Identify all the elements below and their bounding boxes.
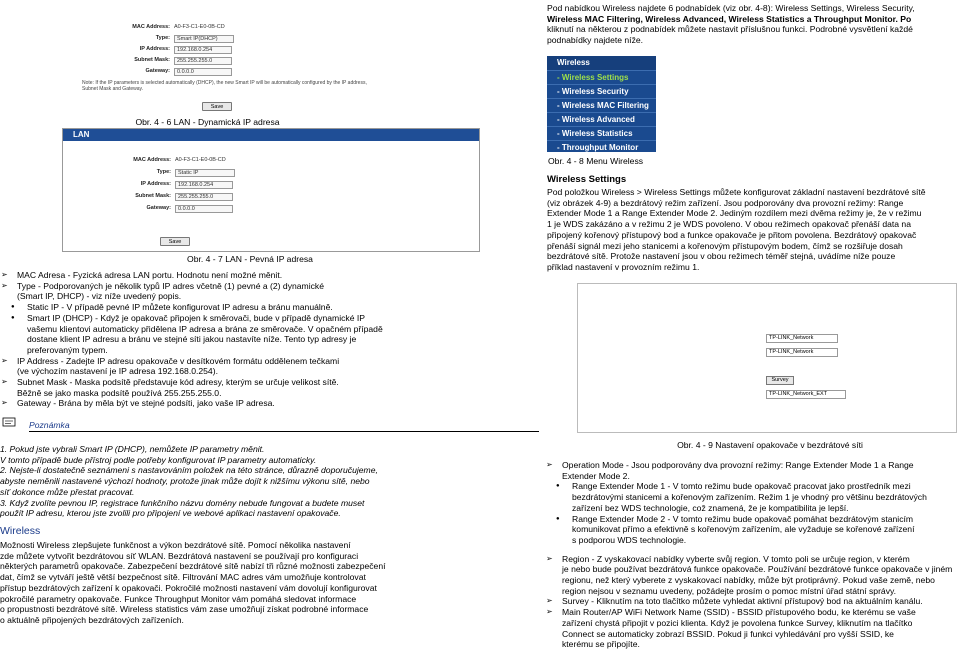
list-item-text: Subnet Mask - Maska podsítě představuje kód adresy, kterým se určuje velikost sítě. <box>17 377 339 388</box>
list-item <box>545 471 957 482</box>
arrow-bullet-icon: ➢ <box>1 355 8 365</box>
figure-repeater-settings <box>577 283 957 433</box>
intro-line: Pod nabídkou Wireless najdete 6 podnabídek (viz obr. 4-8): Wireless Settings, Wireless Security, <box>547 3 915 13</box>
list-item-text: Static IP - V případě pevné IP můžete konfigurovat IP adresu a bránu manuálně. <box>27 302 333 313</box>
text-line: Extender Mode 1 a Range Extender Mode 2. Jediným rozdílem mezi dvěma režimy je, že v režimu <box>547 208 922 219</box>
ext-ssid-field[interactable]: TP-LINK_Network_EXT <box>766 390 846 399</box>
text-line: (viz obrázek 4-9) a bezdrátový režim zařízení. Jsou podporovány dva provozní režimy: Range <box>547 197 904 208</box>
field-label: Subnet Mask: <box>134 57 170 63</box>
menu-item-wireless-advanced[interactable]: - Wireless Advanced <box>547 112 656 126</box>
list-item-text: dostane klient IP adresu a bránu ve stejné síti jakou nastavíte níže. Tento typ adresy je <box>27 334 357 345</box>
list-item <box>545 535 957 546</box>
list-item-text: Běžně se jako maska podsítě používá 255.255.255.0. <box>17 387 222 398</box>
list-item <box>0 345 540 356</box>
arrow-bullet-icon: ➢ <box>1 270 8 279</box>
list-item-text: region nejsou v seznamu uvedeny, požádejte prosím o pomoc místní úřad státní správy. <box>562 585 897 596</box>
list-item-text: zařízení chystá připojit v pozici klienta. Když je povolena funkce Survey, kliknutím na tlačítko <box>562 617 913 628</box>
list-item-text: MAC Adresa - Fyzická adresa LAN portu. Hodnotu není možné měnit. <box>17 270 283 280</box>
field-label: IP Address: <box>140 181 171 187</box>
list-item <box>545 575 957 586</box>
list-item-text: IP Address - Zadejte IP adresu opakovače v desítkovém formátu oddělenem tečkami <box>17 355 340 366</box>
text-line: bezdrátové sítě. Protože nastavení jsou v obou režimech téměř stejná, uvádíme níže pouze <box>547 251 896 262</box>
field-label: Gateway: <box>145 68 170 74</box>
list-item <box>545 546 957 554</box>
list-item <box>0 334 540 345</box>
text-line: připojený kořenový přístupový bod a funkce opakovače je přitom povolena. Bezdrátový opakovač <box>547 229 917 240</box>
text-line: pokročilé parametry opakovače. Funkce Throughput Monitor vám pomáhá sledovat informace <box>0 593 357 604</box>
note-line: 1. Pokud jste vybrali Smart IP (DHCP), nemůžete IP parametry měnit. <box>0 444 265 454</box>
text-line: o aktuálně připojených bezdrátových zařízeních. <box>0 614 184 625</box>
text-line: přístup bezdrátových zařízení k opakovači. Pokročilé možnosti nastavení vám dovolují konfigurovat <box>0 582 377 593</box>
ssid-field[interactable]: TP-LINK_Network <box>766 334 838 343</box>
list-item <box>0 377 540 388</box>
dhcp-note: Note: If the IP parameters is selected automatically (DHCP), the new Smart IP will be automatically configured by the IP address, Subnet Mask and Gateway. <box>82 80 367 92</box>
arrow-bullet-icon: ➢ <box>1 398 8 408</box>
mac-value: A0-F3-C1-E0-0B-CD <box>174 24 225 30</box>
list-item-text: Survey - Kliknutím na toto tlačítko můžete vyhledat aktivní přístupový bod na aktuálním kanálu. <box>562 596 923 607</box>
note-icon <box>2 417 16 427</box>
note-underline <box>29 431 539 432</box>
list-item-text: Range Extender Mode 2 - V tomto režimu bude opakovač pomáhat bezdrátovým stanicím <box>572 513 914 524</box>
right-bullet-list <box>545 460 957 650</box>
list-item-text: (ve výchozím nastavení je IP adresa 192.168.0.254). <box>17 366 218 377</box>
list-item-text: Extender Mode 2. <box>562 470 630 481</box>
field-label: Type: <box>156 169 171 175</box>
type-select[interactable]: Smart IP(DHCP) <box>174 35 234 43</box>
list-item <box>0 356 540 367</box>
note-line: použít IP adresu, kterou jste zvolili pro připojení ve webové aplikaci nastavení opakovače. <box>0 508 341 519</box>
text-line: o propustnosti bezdrátové sítě. Wireless statistics vám zase umožňují získat podrobné informace <box>0 604 369 615</box>
figure-caption: Obr. 4 - 9 Nastavení opakovače v bezdrátové síti <box>677 440 863 450</box>
note-title: Poznámka <box>29 420 70 430</box>
note-line: 2. Nejste-li dostatečně seznámeni s nastavováním položek na této stránce, důrazně doporučujeme, <box>0 465 378 476</box>
list-item <box>0 398 540 409</box>
field-label: MAC Address: <box>132 24 170 30</box>
list-item <box>545 481 957 492</box>
list-item-text: komunikovat přímo a efektivně s kořenovým zařízením, ale vyžaduje se kořenové zařízení <box>572 524 915 535</box>
bssid-field[interactable]: TP-LINK_Network <box>766 348 838 357</box>
dot-bullet-icon: ● <box>556 515 560 522</box>
menu-item-throughput-monitor[interactable]: - Throughput Monitor <box>547 140 656 154</box>
list-item-text: Main Router/AP WiFi Network Name (SSID) - BSSID přístupového bodu, ke kterému se vaše <box>562 607 916 618</box>
survey-button[interactable]: Survey <box>766 376 794 385</box>
dot-bullet-icon: ● <box>11 314 15 321</box>
list-item-text: Connect se automaticky zobrazí BSSID. Pokud ji funkci vyhledávání pro vyšší SSID, ke <box>562 628 894 639</box>
arrow-bullet-icon: ➢ <box>1 377 8 387</box>
note-line: 3. Když zvolíte pevnou IP, registrace funkčního názvu domény nebude fungovat a budete muset <box>0 497 365 508</box>
list-item <box>545 514 957 525</box>
text-line: některých parametrů opakovače. Zabezpečení bezdrátové sítě nabízí tři různé možnosti zabezpečení <box>0 561 386 572</box>
list-item-text: Type - Podporovaných je několik typů IP adres včetně (1) pevné a (2) dynamické <box>17 280 324 291</box>
list-item <box>545 596 957 607</box>
menu-item-wireless-settings[interactable]: - Wireless Settings <box>547 70 656 84</box>
figure-caption: Obr. 4 - 6 LAN - Dynamická IP adresa <box>135 117 280 127</box>
field-label: IP Address: <box>139 46 170 52</box>
section-heading: Wireless Settings <box>547 174 627 185</box>
list-item-text: je nebo bude používat bezdrátová funkce opakovače. Používání bezdrátové funkce opakovače v jiném <box>562 564 953 575</box>
text-line: příklad nastavení v provozním režimu 1. <box>547 261 700 272</box>
list-item-text: Smart IP (DHCP) - Když je opakovač připojen k směrovači, bude v případě dynamické IP <box>27 312 366 323</box>
intro-line: Wireless MAC Filtering, Wireless Advanced, Wireless Statistics a Throughput Monitor. Po <box>547 13 912 24</box>
wireless-settings-paragraph <box>547 187 957 273</box>
text-line: Možnosti Wireless zlepšujete funkčnost a výkon bezdrátové sítě. Pomocí několika nastavení <box>0 540 351 550</box>
list-item <box>545 618 957 629</box>
wireless-paragraph <box>0 540 540 626</box>
list-item-text: preferovaným typem. <box>27 344 108 355</box>
mask-input[interactable]: 255.255.255.0 <box>174 57 232 65</box>
field-label: Subnet Mask: <box>135 193 171 199</box>
lan-header: LAN <box>63 129 479 141</box>
left-bullet-list <box>0 270 540 409</box>
list-item-text: bezdrátovými stanicemi a kořenovým zařízením. Režim 1 je vhodný pro většinu bezdrátových <box>572 492 927 503</box>
list-item <box>0 302 540 313</box>
arrow-bullet-icon: ➢ <box>546 460 553 469</box>
list-item <box>0 270 540 281</box>
list-item-text: Region - Z vyskakovací nabídky vyberte svůj region. V tomto poli se určuje region, v kterém <box>562 553 910 564</box>
intro-line: podnabídky najdete níže. <box>547 35 644 46</box>
save-button[interactable]: Save <box>160 237 190 246</box>
list-item <box>0 324 540 335</box>
list-item-text: (Smart IP, DHCP) - viz níže uvedený popis. <box>17 291 182 302</box>
dot-bullet-icon: ● <box>556 483 560 490</box>
figure-caption: Obr. 4 - 8 Menu Wireless <box>548 156 644 166</box>
list-item <box>545 554 957 565</box>
mask-input[interactable]: 255.255.255.0 <box>175 193 233 201</box>
list-item <box>545 629 957 640</box>
text-line: 1 je WDS zakázáno a v režimu 2 je WDS povoleno. V obou režimech opakovač přenáší data na <box>547 219 911 230</box>
save-button[interactable]: Save <box>202 102 232 111</box>
ip-input[interactable]: 192.168.0.254 <box>175 181 233 189</box>
text-line: Pod položkou Wireless > Wireless Settings můžete konfigurovat základní nastavení bezdrátové sítě <box>547 187 926 197</box>
list-item-text: zařízení bez WDS technologie, což znamená, že je kompatibilita je lepší. <box>572 502 849 513</box>
text-line: dat, čímž se vytváří ještě větší bezpečnost sítě. Filtrování MAC adres vám umožňuje kontrolovat <box>0 572 366 583</box>
list-item <box>545 607 957 618</box>
dot-bullet-icon: ● <box>11 304 15 311</box>
arrow-bullet-icon: ➢ <box>546 553 553 563</box>
figure-caption: Obr. 4 - 7 LAN - Pevná IP adresa <box>187 254 313 264</box>
menu-item-mac-filtering[interactable]: - Wireless MAC Filtering <box>547 98 656 112</box>
list-item-text: Range Extender Mode 1 - V tomto režimu bude opakovač pracovat jako prostředník mezi <box>572 481 911 492</box>
figure-lan-dynamic <box>62 16 382 114</box>
section-heading: Wireless <box>0 525 41 537</box>
gateway-input[interactable]: 0.0.0.0 <box>175 205 233 213</box>
list-item <box>0 281 540 292</box>
intro-paragraph <box>547 3 957 46</box>
mac-value: A0-F3-C1-E0-0B-CD <box>175 157 226 163</box>
list-item-text: kterému se připojíte. <box>562 639 640 650</box>
list-item <box>0 366 540 377</box>
list-item <box>545 564 957 575</box>
text-line: přenáší signál mezi jeho stanicemi a kořenovým přístupovým bodem, čímž se rozšiřuje dosah <box>547 240 903 251</box>
list-item <box>545 524 957 535</box>
list-item <box>0 291 540 302</box>
intro-line: kliknutí na některou z podnabídek můžete nastavit příslušnou funkci. Podrobné vysvětlení každé <box>547 24 913 35</box>
list-item <box>0 388 540 399</box>
note-line: V tomto případě bude přístroj podle potřeby konfigurovat IP parametry automaticky. <box>0 454 317 465</box>
list-item <box>545 460 957 471</box>
menu-item-wireless-statistics[interactable]: - Wireless Statistics <box>547 126 656 140</box>
figure-lan-static <box>62 128 480 252</box>
ip-input[interactable]: 192.168.0.254 <box>174 46 232 54</box>
menu-header: Wireless <box>547 56 656 70</box>
list-item <box>545 586 957 597</box>
note-line: abyste neměnili nastavené výchozí hodnoty, protože jinak může dojít k nižšímu výkonu sítě, nebo <box>0 476 370 487</box>
list-item <box>545 492 957 503</box>
note-list <box>0 444 540 519</box>
arrow-bullet-icon: ➢ <box>1 280 8 290</box>
gateway-input[interactable]: 0.0.0.0 <box>174 68 232 76</box>
list-item <box>545 639 957 650</box>
list-item <box>0 313 540 324</box>
field-label: Type: <box>155 35 170 41</box>
type-select[interactable]: Static IP <box>175 169 235 177</box>
list-item-text: Operation Mode - Jsou podporovány dva provozní režimy: Range Extender Mode 1 a Range <box>562 460 914 470</box>
wireless-menu <box>547 56 656 152</box>
field-label: MAC Address: <box>133 157 171 163</box>
list-item-text: vašemu klientovi automaticky přidělena IP adresa a brána ze směrovače. V opačném případě <box>27 323 383 334</box>
list-item-text: Gateway - Brána by měla být ve stejné podsíti, jako vaše IP adresa. <box>17 398 275 409</box>
menu-item-wireless-security[interactable]: - Wireless Security <box>547 84 656 98</box>
list-item-text: regionu, než který vyberete z vyskakovací nabídky, může být protiprávný. Pokud vaše země, nebo <box>562 575 935 586</box>
arrow-bullet-icon: ➢ <box>546 596 553 606</box>
list-item-text: s podporou WDS technologie. <box>572 534 687 545</box>
field-label: Gateway: <box>146 205 171 211</box>
text-line: zde můžete vytvořit bezdrátovou síť WLAN. Bezdrátová nastavení se používají pro konfiguraci <box>0 550 359 561</box>
note-line: síť dokonce může přestat pracovat. <box>0 486 135 497</box>
list-item <box>545 503 957 514</box>
arrow-bullet-icon: ➢ <box>546 607 553 617</box>
